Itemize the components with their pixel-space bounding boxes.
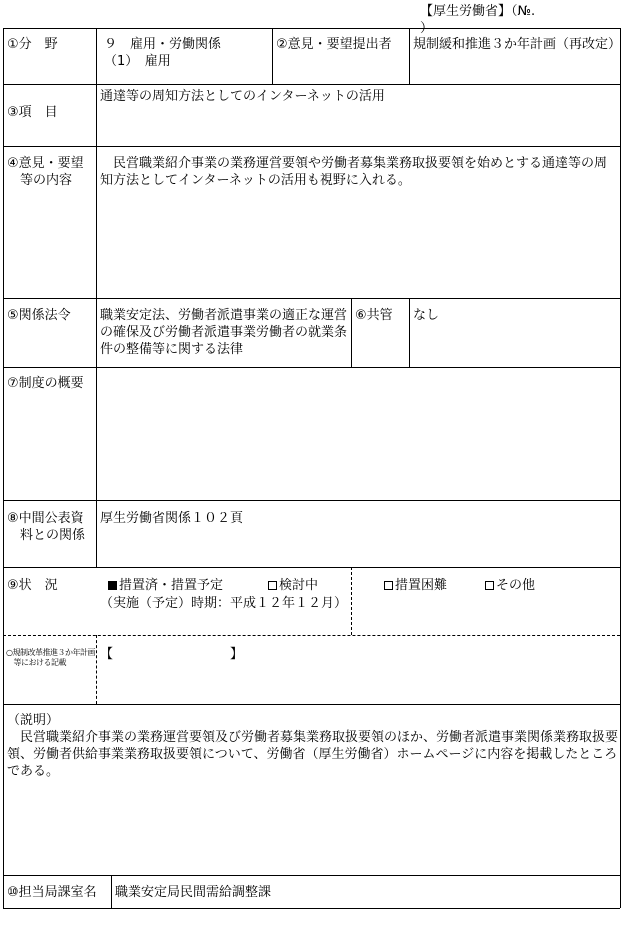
- related-laws-value: 職業安定法、労働者派遣事業の適正な運営の確保及び労働者派遣事業労働者の就業条件の整備等に関する法律: [100, 308, 348, 357]
- department-value: 職業安定局民間需給調整課: [115, 885, 272, 900]
- status-option-difficult[interactable]: 措置困難: [384, 577, 484, 594]
- header: [420, 3, 635, 36]
- checkbox-icon: [485, 581, 494, 590]
- ministry-label: 【厚生労働省】: [420, 4, 512, 19]
- number-label: （№.: [511, 4, 536, 19]
- number-close: ）: [420, 21, 434, 36]
- jurisdiction-value: なし: [413, 308, 440, 323]
- plan-entry-value: 【 】: [100, 647, 244, 662]
- submitter-value: 規制緩和推進３か年計画（再改定）: [413, 37, 622, 52]
- implementation-period: （実施（予定）時期：平成１２年１２月）: [100, 596, 348, 611]
- request-value: 民営職業紹介事業の業務運営要領や労働者募集業務取扱要領を始めとする通達等の周知方法としてインターネットの活用も視野に入れる。: [100, 156, 608, 188]
- jurisdiction-label: ⑥共管: [355, 308, 393, 323]
- explanation-title: （説明）: [7, 713, 60, 728]
- status-option-implemented[interactable]: 措置済・措置予定: [108, 577, 268, 594]
- field-value: ９ 雇用・労働関係 （1） 雇用: [104, 37, 222, 69]
- status-option-other[interactable]: その他: [485, 577, 585, 594]
- item-value: 通達等の周知方法としてのインターネットの活用: [100, 89, 385, 104]
- checked-box-icon: [108, 581, 117, 590]
- department-label: ⑩担当局課室名: [7, 885, 97, 900]
- request-label: ④意見・要望 等の内容: [7, 156, 84, 188]
- field-label: ①分 野: [7, 37, 58, 52]
- status-label: ⑨状 況: [7, 578, 58, 593]
- submitter-label: ②意見・要望提出者: [276, 37, 392, 52]
- explanation-body: 民営職業紹介事業の業務運営要領及び労働者募集業務取扱要領のほか、労働者派遣事業関係業務取扱要領、労働者供給事業業務取扱要領について、労働省（厚生労働省）ホームページに内容を掲載したところである。: [7, 730, 619, 779]
- checkbox-icon: [384, 581, 393, 590]
- system-overview-label: ⑦制度の概要: [7, 376, 84, 391]
- item-label: ③項 目: [7, 105, 58, 120]
- related-laws-label: ⑤関係法令: [7, 308, 71, 323]
- checkbox-icon: [268, 581, 277, 590]
- interim-report-value: 厚生労働省関係１０２頁: [100, 511, 244, 526]
- interim-report-label: ⑧中間公表資 料との関係: [7, 511, 86, 543]
- status-option-considering[interactable]: 検討中: [268, 577, 348, 594]
- plan-entry-label: ○規制改革推進３か年計画 等における記載: [6, 648, 95, 667]
